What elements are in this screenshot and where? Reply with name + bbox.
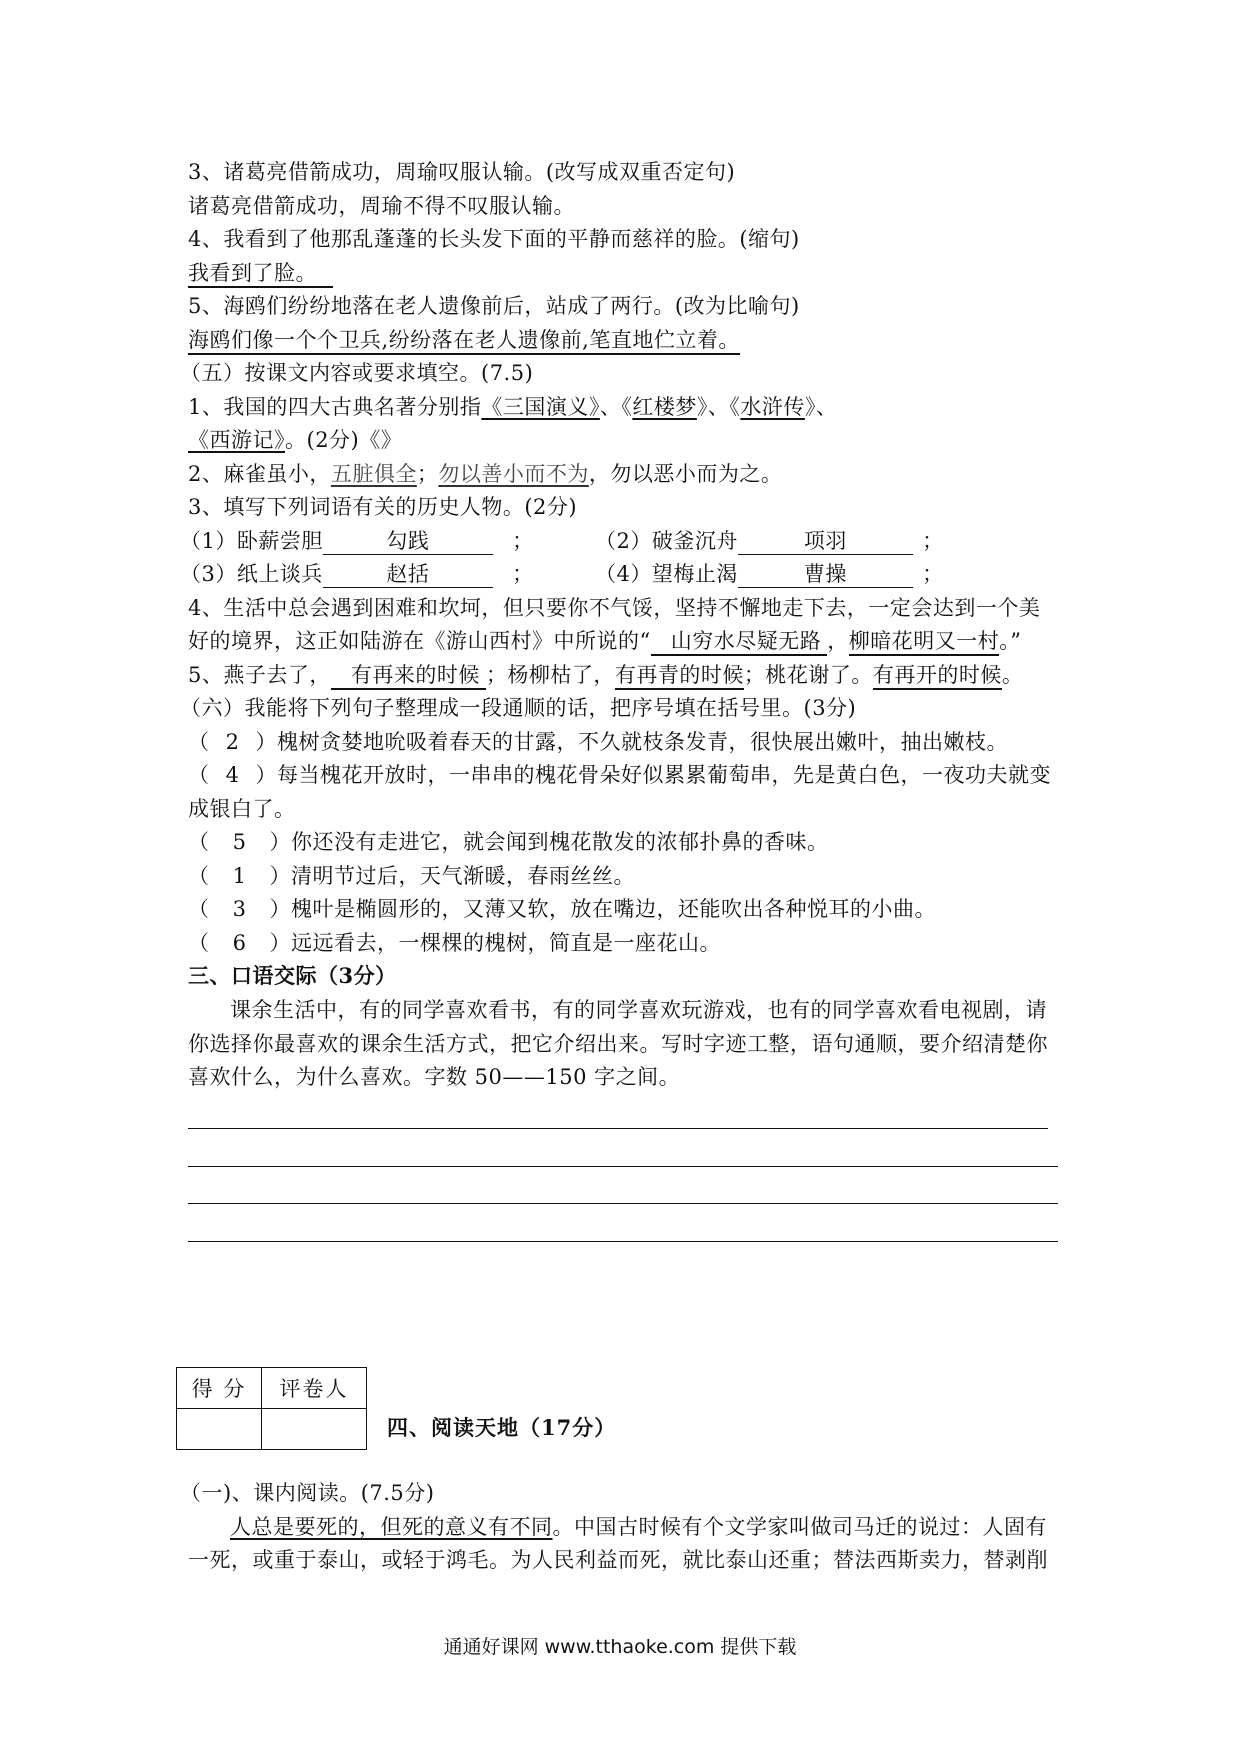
s5-item3-row1b — [595, 526, 953, 556]
answer-line-1[interactable] — [188, 1128, 1048, 1129]
score-header: 得 分 — [177, 1368, 262, 1409]
pair2-answer: 项羽 — [738, 528, 913, 555]
part3-para-1: 课余生活中，有的同学喜欢看书，有的同学喜欢玩游戏，也有的同学喜欢看电视剧，请 — [230, 998, 1047, 1022]
answer-line-2[interactable] — [188, 1166, 1058, 1167]
s6-item-1: （ 2 ）槐树贪婪地吮吸着春天的甘露，不久就枝条发青，很快展出嫩叶，抽出嫩枝。 — [188, 727, 1008, 757]
s5-item2 — [188, 459, 782, 489]
s5-book2: 红楼梦 — [632, 395, 697, 419]
pair1-semicolon: ； — [512, 529, 534, 553]
pair4-semicolon: ； — [922, 562, 944, 586]
footer: 通通好课网 www.tthaoke.com 提供下载 — [443, 1636, 797, 1658]
q3-answer: 诸葛亮借箭成功，周瑜不得不叹服认输。 — [188, 194, 575, 218]
pair1-label: （1）卧薪尝胆 — [180, 529, 323, 553]
s6-item-6: （ 6 ）远远看去，一棵棵的槐树，简直是一座花山。 — [188, 928, 721, 958]
s6-num-1: 2 — [225, 730, 240, 754]
s5-item2-blank2: 勿以善小而不为 — [438, 462, 589, 486]
pair4-answer: 曹操 — [738, 561, 913, 588]
s6-item-5: （ 3 ）槐叶是椭圆形的，又薄又软，放在嘴边，还能吹出各种悦耳的小曲。 — [188, 894, 936, 924]
s5-item5-prefix: 5、燕子去了， — [188, 663, 331, 687]
q3-question: 3、诸葛亮借箭成功，周瑜叹服认输。(改写成双重否定句) — [188, 160, 736, 184]
s5-item4-mid: ， — [827, 629, 849, 653]
s6-item-4: （ 1 ）清明节过后，天气渐暖，春雨丝丝。 — [188, 861, 635, 891]
q4-answer: 我看到了脸。 — [188, 261, 333, 288]
s5-item2-sep: ； — [416, 462, 439, 486]
s6-text-5: 槐叶是椭圆形的，又薄又软，放在嘴边，还能吹出各种悦耳的小曲。 — [291, 897, 936, 921]
s5-item3-row2 — [180, 559, 553, 589]
s5-item4-line2 — [188, 626, 1021, 656]
pair3-semicolon: ； — [512, 562, 534, 586]
s5-item5-suffix: 。 — [1001, 663, 1024, 687]
s5-item4-suffix: 。” — [999, 629, 1022, 653]
part3-para-2: 你选择你最喜欢的课余生活方式，把它介绍出来。写时字迹工整，语句通顺，要介绍清楚你 — [188, 1032, 1048, 1056]
s5-book1: 《三国演义》 — [481, 395, 600, 419]
s5-item1-prefix: 1、我国的四大古典名著分别指 — [188, 395, 482, 419]
s5-item2-suffix: ，勿以恶小而为之。 — [588, 462, 783, 486]
score-table — [176, 1367, 628, 1450]
s5-item5-mid1: ；杨柳枯了， — [485, 663, 615, 687]
s5-sep1: 、《 — [599, 395, 633, 419]
s6-num-5: 3 — [232, 897, 247, 921]
answer-line-4[interactable] — [188, 1241, 1058, 1242]
s5-item3-row2b — [595, 559, 953, 589]
s5-item5-blank3: 有再开的时候 — [873, 663, 1002, 690]
part3-para-3: 喜欢什么，为什么喜欢。字数 50——150 字之间。 — [188, 1065, 681, 1089]
s6-num-6: 6 — [232, 931, 247, 955]
s5-item3-row1 — [180, 526, 553, 556]
s6-text-2: 每当槐花开放时，一串串的槐花骨朵好似累累葡萄串，先是黄白色，一夜功夫就变 — [277, 763, 1051, 787]
s5-item4-blank2: 柳暗花明又一村 — [849, 629, 1000, 656]
pair2-semicolon: ； — [922, 529, 944, 553]
part4-para-1 — [230, 1512, 1047, 1542]
s5-item1-line1 — [188, 392, 837, 422]
s6-item-2-cont: 成银白了。 — [188, 797, 296, 821]
pair3-label: （3）纸上谈兵 — [180, 562, 323, 586]
s5-book4: 《西游记》 — [188, 428, 285, 452]
score-cell[interactable] — [177, 1409, 262, 1450]
q5-question: 5、海鸥们纷纷地落在老人遗像前后，站成了两行。(改为比喻句) — [188, 294, 800, 318]
s6-num-3: 5 — [232, 830, 247, 854]
s5-item2-prefix: 2、麻雀虽小， — [188, 462, 331, 486]
part4-title: 四、阅读天地（17分） — [387, 1414, 617, 1440]
s6-item-2: （ 4 ）每当槐花开放时，一串串的槐花骨朵好似累累葡萄串，先是黄白色，一夜功夫就变 — [188, 760, 1051, 790]
s5-item2-blank1: 五脏俱全 — [330, 462, 417, 486]
section6-title: （六）我能将下列句子整理成一段通顺的话，把序号填在括号里。(3分) — [180, 696, 857, 720]
part4-para-rest: 。中国古时候有个文学家叫做司马迁的说过：人固有 — [552, 1515, 1047, 1539]
s5-sep2: 》、《 — [696, 395, 741, 419]
s6-text-3: 你还没有走进它，就会闻到槐花散发的浓郁扑鼻的香味。 — [291, 830, 829, 854]
section5-title: （五）按课文内容或要求填空。(7.5) — [180, 361, 534, 385]
s6-text-4: 清明节过后，天气渐暖，春雨丝丝。 — [291, 864, 635, 888]
s5-item5-blank2: 有再青的时候 — [615, 663, 744, 690]
part4-sub: （一)、课内阅读。(7.5分) — [180, 1481, 435, 1505]
s5-item5-blank1: 有再来的时候 — [331, 663, 486, 690]
part3-title: 三、口语交际（3分） — [188, 963, 397, 988]
s5-sep3: 》、 — [804, 395, 838, 419]
q5-answer-line — [188, 325, 740, 355]
pair1-answer: 勾践 — [323, 528, 493, 555]
s6-text-1: 槐树贪婪地吮吸着春天的甘露，不久就枝条发青，很快展出嫩叶，抽出嫩枝。 — [277, 730, 1008, 754]
s5-item1-line2 — [188, 425, 402, 455]
s5-item4-prefix: 好的境界，这正如陆游在《游山西村》中所说的“ — [188, 629, 651, 653]
s6-item-3: （ 5 ）你还没有走进它，就会闻到槐花散发的浓郁扑鼻的香味。 — [188, 827, 829, 857]
q4-question: 4、我看到了他那乱蓬蓬的长头发下面的平静而慈祥的脸。(缩句) — [188, 227, 800, 251]
s6-num-2: 4 — [225, 763, 240, 787]
answer-line-3[interactable] — [188, 1203, 1058, 1204]
grader-cell[interactable] — [262, 1409, 367, 1450]
q5-answer: 海鸥们像一个个卫兵,纷纷落在老人遗像前,笔直地伫立着。 — [188, 328, 740, 355]
q4-answer-line — [188, 258, 333, 288]
pair4-label: （4）望梅止渴 — [595, 562, 738, 586]
s5-book3: 水浒传 — [740, 395, 805, 419]
s5-item1-suffix: 。(2分)《》 — [285, 428, 403, 452]
s6-text-6: 远远看去，一棵棵的槐树，简直是一座花山。 — [291, 931, 721, 955]
pair2-label: （2）破釜沉舟 — [595, 529, 738, 553]
s6-num-4: 1 — [232, 864, 247, 888]
part4-para-2: 一死，或重于泰山，或轻于鸿毛。为人民利益而死，就比泰山还重；替法西斯卖力，替剥削 — [188, 1548, 1048, 1572]
s5-item3-title: 3、填写下列词语有关的历史人物。(2分) — [188, 495, 578, 519]
part4-underlined: 人总是要死的，但死的意义有不同 — [230, 1515, 553, 1539]
s5-item5-mid2: ；桃花谢了。 — [743, 663, 873, 687]
s5-item5 — [188, 660, 1023, 690]
grader-header: 评卷人 — [262, 1368, 367, 1409]
s5-item4-blank1: 山穷水尽疑无路 — [651, 629, 828, 656]
s5-item4-line1: 4、生活中总会遇到困难和坎坷，但只要你不气馁，坚持不懈地走下去，一定会达到一个美 — [188, 596, 1041, 620]
pair3-answer: 赵括 — [323, 561, 493, 588]
